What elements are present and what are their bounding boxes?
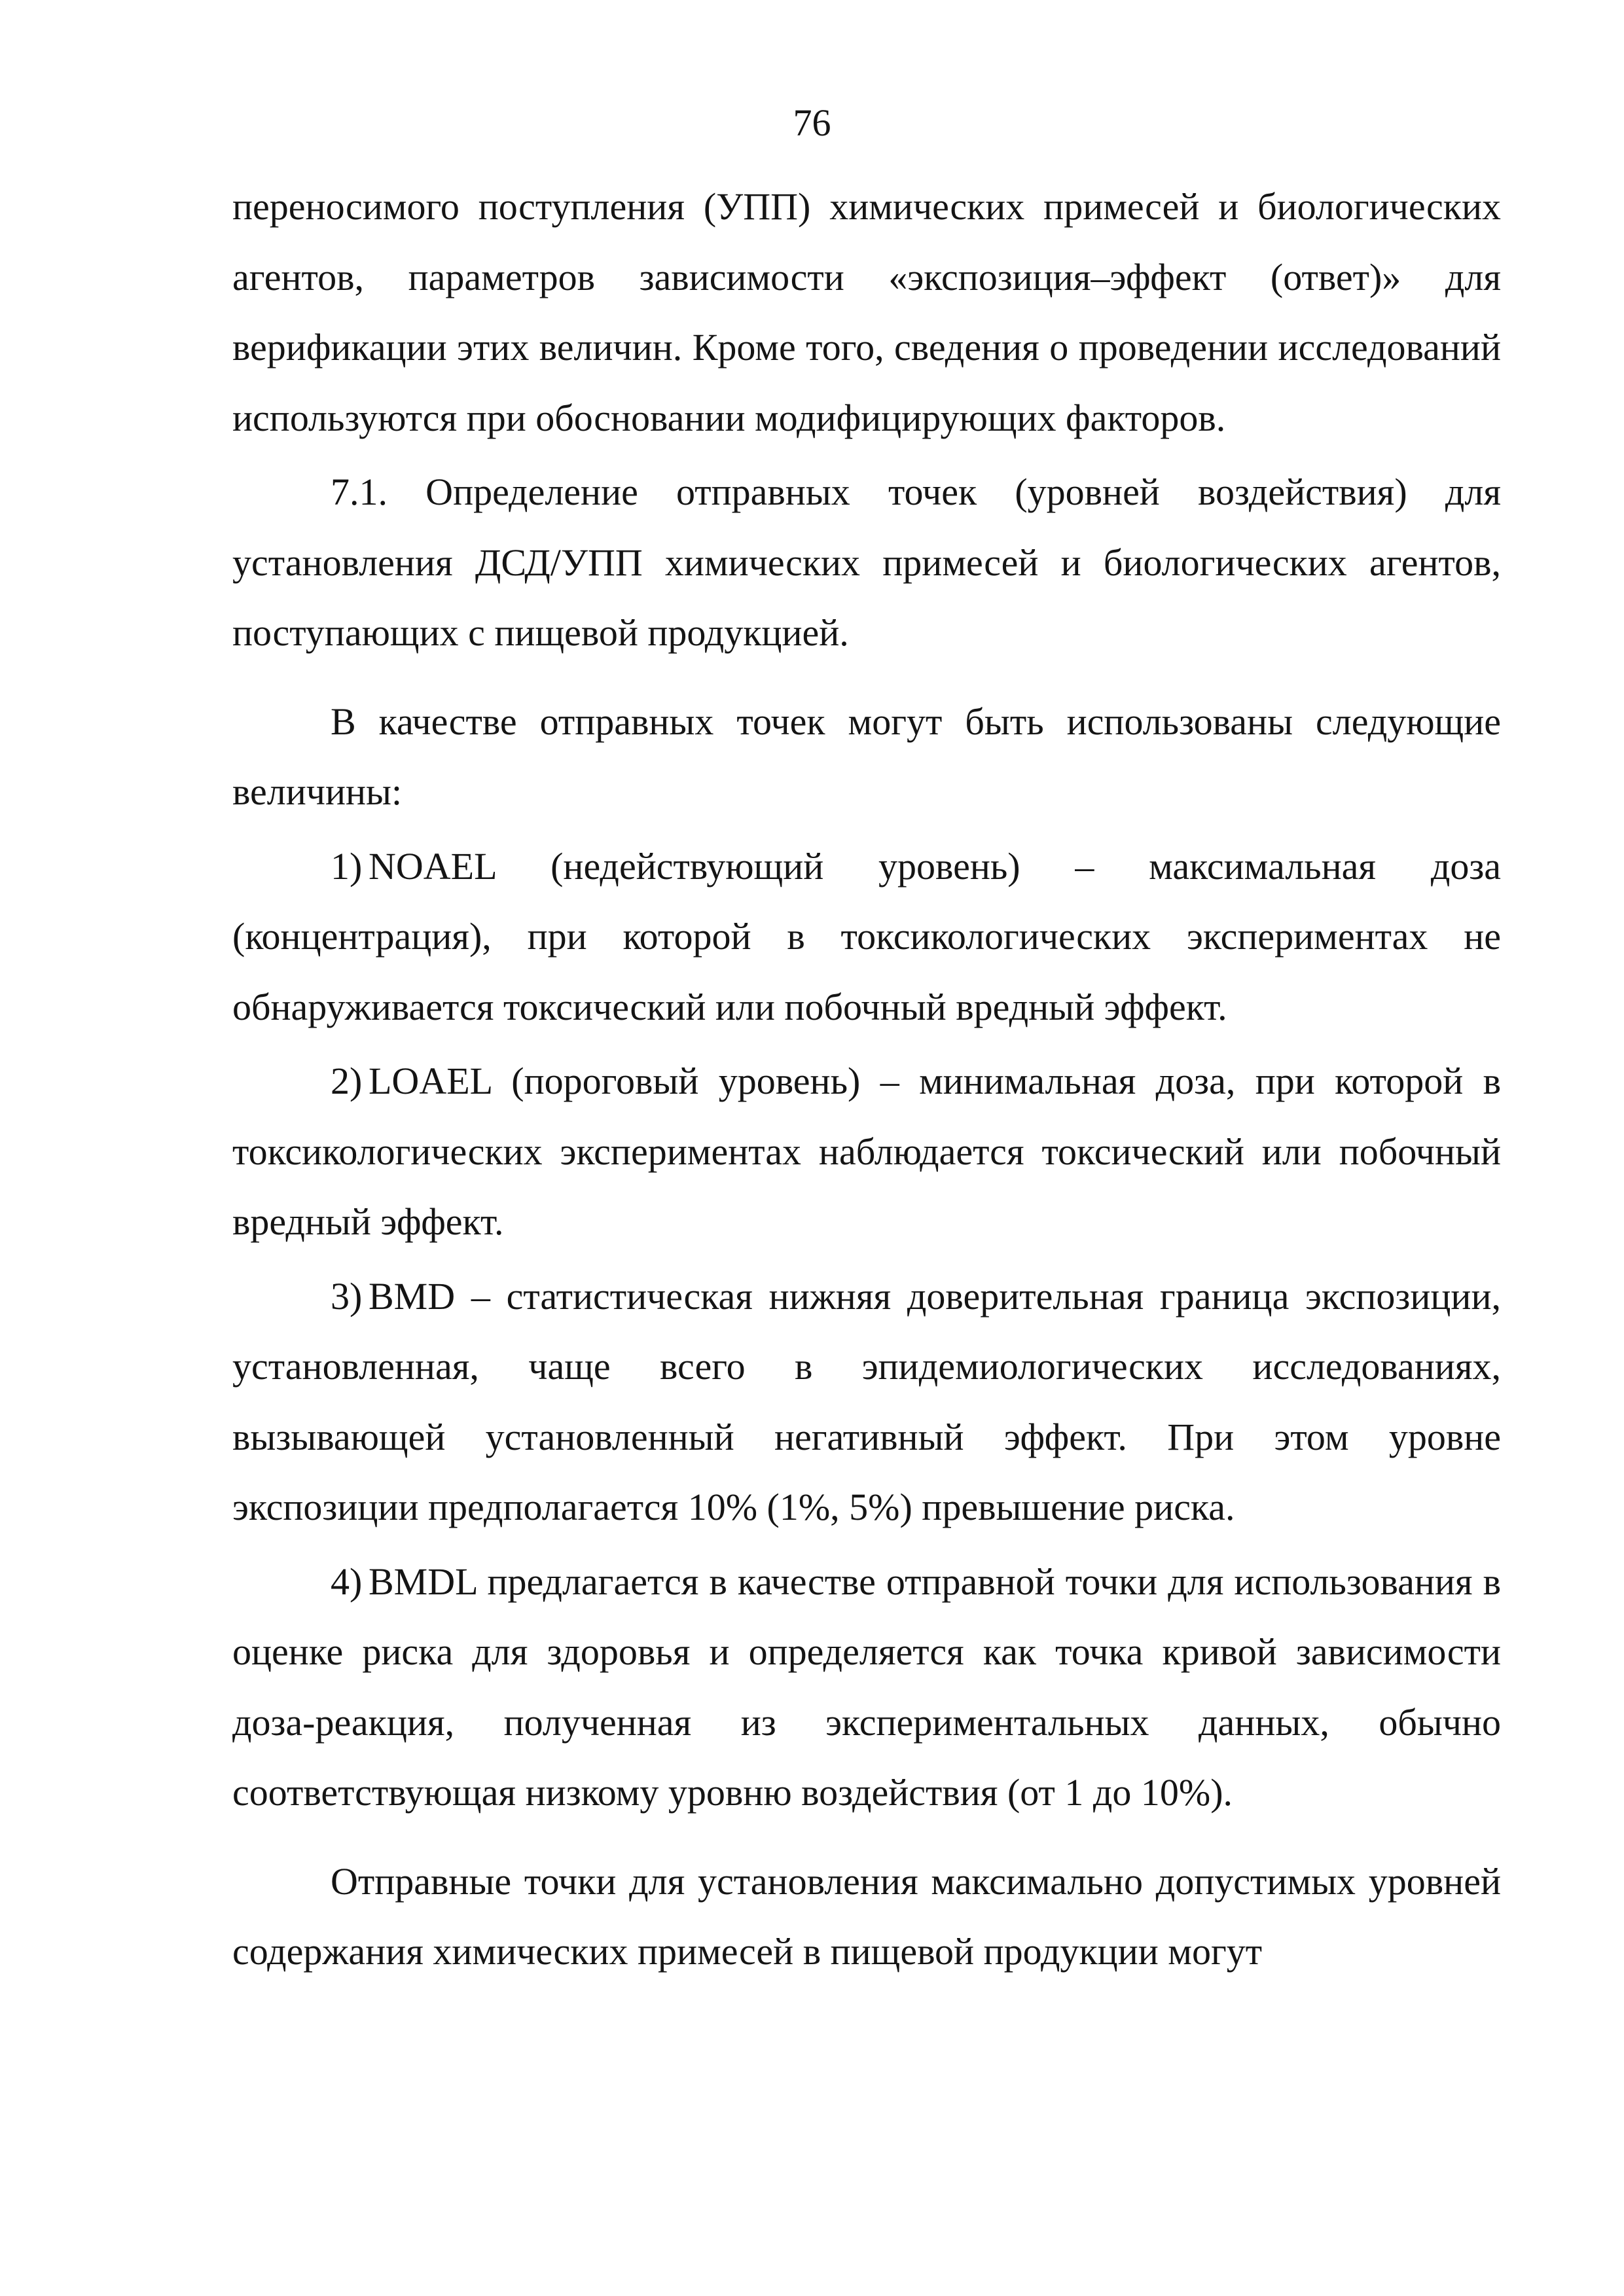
list-item: [232, 1046, 1501, 1257]
list-item: [232, 1547, 1501, 1828]
body-text: [232, 171, 1501, 1987]
section-7-1-heading-paragraph: 7.1. Определение отправных точек (уровней воздействия) для установления ДСД/УПП химических примесей и биологических агентов, поступающих с пищевой продукцией.: [232, 471, 1501, 654]
list-item-marker: 2): [331, 1060, 363, 1102]
list-item-marker: 1): [331, 844, 363, 888]
list-item-marker: 3): [331, 1274, 363, 1318]
list-item-text: NOAEL (недействующий уровень) – максимальная доза (концентрация), при которой в токсикологических экспериментах не обнаруживается токсический или побочный вредный эффект.: [232, 844, 1501, 1028]
list-item-marker: 4): [331, 1560, 363, 1603]
list-item: [232, 831, 1501, 1043]
reference-points-intro-paragraph: В качестве отправных точек могут быть использованы следующие величины:: [232, 700, 1501, 813]
list-item-text: LOAEL (пороговый уровень) – минимальная доза, при которой в токсикологических экспериментах наблюдается токсический или побочный вредный эффект.: [232, 1060, 1501, 1243]
closing-paragraph: Отправные точки для установления максимально допустимых уровней содержания химических примесей в пищевой продукции могут: [232, 1859, 1501, 1973]
list-item-text: BMDL предлагается в качестве отправной точки для использования в оценке риска для здоровья и определяется как точка кривой зависимости доза-реакция, полученная из экспериментальных данных, обычно соответствующая низкому уровню воздействия (от 1 до 10%).: [232, 1560, 1501, 1814]
intro-paragraph: переносимого поступления (УПП) химических примесей и биологических агентов, параметров зависимости «экспозиция–эффект (ответ)» для верификации этих величин. Кроме того, сведения о проведении исследований используются при обосновании модифицирующих факторов.: [232, 185, 1501, 439]
page-number: 76: [793, 101, 831, 144]
list-item-text: BMD – статистическая нижняя доверительная граница экспозиции, установленная, чаще всего в эпидемиологических исследованиях, вызывающей установленный негативный эффект. При этом уровне экспозиции предполагается 10% (1%, 5%) превышение риска.: [232, 1274, 1501, 1528]
list-item: [232, 1261, 1501, 1543]
